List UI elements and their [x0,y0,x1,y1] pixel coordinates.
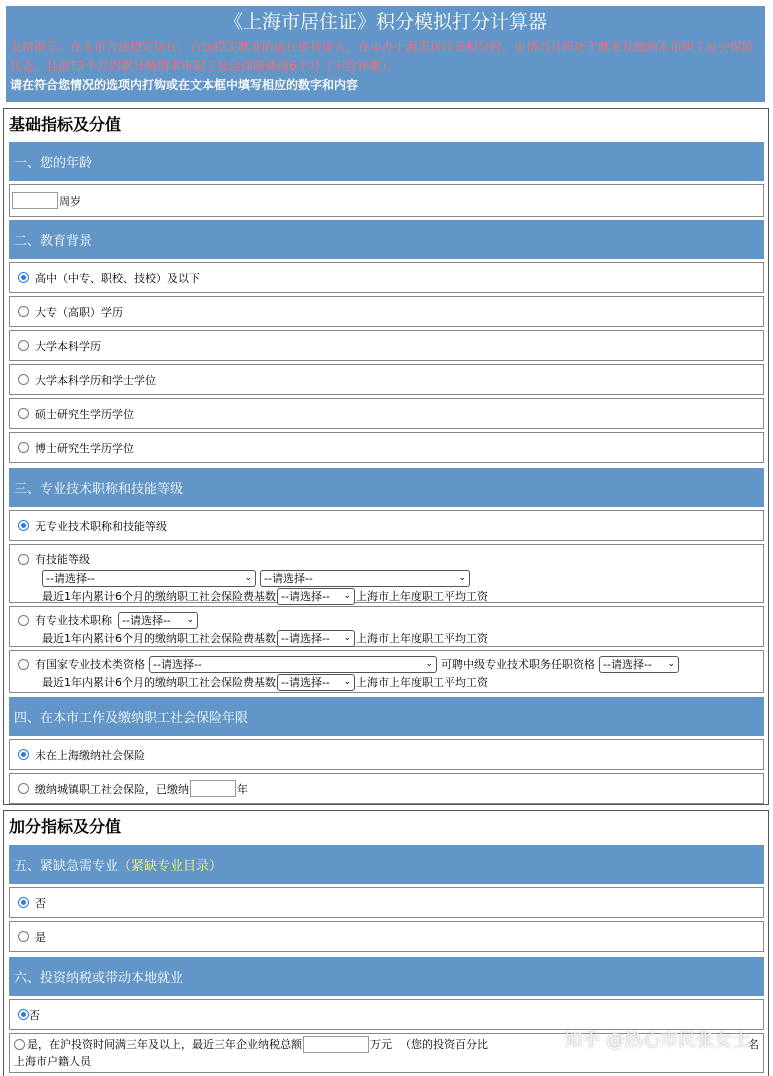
page-header [6,6,765,102]
edu-option-6[interactable] [9,432,764,463]
radio-icon[interactable] [18,897,29,908]
age-input[interactable] [12,192,58,209]
radio-icon[interactable] [18,408,29,419]
chevron-down-icon: ⌄ [343,633,351,643]
option-pro-title[interactable] [9,606,764,647]
chevron-down-icon: ⌄ [425,659,433,669]
tax-total-input[interactable] [303,1036,369,1053]
radio-icon[interactable] [18,306,29,317]
social-years-input[interactable] [190,780,236,797]
option-label: 缴纳城镇职工社会保险，已缴纳 [35,782,189,796]
radio-icon[interactable] [18,749,29,760]
chevron-down-icon: ⌄ [343,591,351,601]
edu-option-label: 高中（中专、职校、技校）及以下 [35,271,200,285]
radio-icon[interactable] [18,520,29,531]
option-label: 无专业技术职称和技能等级 [35,519,167,533]
avg-wage-label: 上海市上年度职工平均工资 [356,590,488,603]
invest-tail-label: 名 [748,1038,759,1051]
edu-option-label: 博士研究生学历学位 [35,441,134,455]
edu-option-2[interactable] [9,296,764,327]
edu-option-5[interactable] [9,398,764,429]
scarce-list-link[interactable]: （紧缺专业目录） [118,859,223,874]
skill-select-2[interactable]: --请选择-- ⌄ [260,570,470,587]
radio-icon[interactable] [18,931,29,942]
edu-option-3[interactable] [9,330,764,361]
basic-indicators-title: 基础指标及分值 [9,115,122,134]
option-label: 未在上海缴纳社会保险 [35,748,145,762]
option-label: 有国家专业技术类资格 [35,658,145,671]
avg-wage-label: 上海市上年度职工平均工资 [356,676,488,689]
chevron-down-icon: ⌄ [244,573,252,583]
can-hire-select[interactable]: --请选择-- ⌄ [599,656,679,673]
option-skill-level[interactable] [9,544,764,603]
invest-line2-label: 上海市户籍人员 [14,1055,91,1068]
radio-icon[interactable] [18,272,29,283]
edu-option-4[interactable] [9,364,764,395]
edu-option-1[interactable] [9,262,764,293]
option-label: 否 [35,896,46,910]
instruction-text: 请在符合您情况的选项内打钩或在文本框中填写相应的数字和内容 [10,78,359,92]
year-unit: 年 [237,782,248,796]
age-row [9,184,764,217]
option-label: 有技能等级 [35,553,90,566]
section-social-security: 四、在本市工作及缴纳职工社会保险年限 [9,697,764,736]
unit-label: 万元 [370,1038,392,1051]
section-scarce-major [9,845,764,884]
page-title: 《上海市居住证》积分模拟打分计算器 [223,11,547,33]
invest-percent-label: （您的投资百分比 [400,1038,488,1051]
chevron-down-icon: ⌄ [458,573,466,583]
ss-base-label: 最近1年内累计6个月的缴纳职工社会保险费基数 [42,676,276,689]
scarce-heading: 五、紧缺急需专业 [14,859,119,874]
bonus-indicators-title: 加分指标及分值 [9,817,122,836]
skill-select-1[interactable]: --请选择-- ⌄ [42,570,256,587]
option-label: 有专业技术职称 [35,614,112,627]
chevron-down-icon: ⌄ [186,615,194,625]
ss-base-label: 最近1年内累计6个月的缴纳职工社会保险费基数 [42,590,276,603]
chevron-down-icon: ⌄ [667,659,675,669]
option-national-qual[interactable] [9,650,764,693]
national-qual-select[interactable]: --请选择-- ⌄ [149,656,437,673]
radio-icon[interactable] [18,554,29,565]
option-social-paid[interactable] [9,773,764,804]
pro-title-select[interactable]: --请选择-- ⌄ [118,612,198,629]
section-education: 二、教育背景 [9,220,764,259]
notice-text: 友情提示：在本市合法稳定居住、合法稳定就业的居住证持证人，在申办上海市居住证积分时，申请当月应处于就业及缴纳本市职工社会保险状态，且前12个月内累计缴纳本市职工社会保险费满6个月（不含补缴）。 [10,40,755,73]
edu-option-label: 大学本科学历 [35,339,101,353]
skill-ss-select[interactable]: --请选择-- ⌄ [277,588,355,605]
bonus-indicators-panel [3,810,769,1076]
can-hire-label: 可聘中级专业技术职务任职资格 [441,658,595,671]
chevron-down-icon: ⌄ [343,677,351,687]
radio-icon[interactable] [18,1009,29,1020]
section-age: 一、您的年龄 [9,142,764,181]
option-no-title[interactable] [9,510,764,541]
option-label: 是 [35,930,46,944]
pro-ss-select[interactable]: --请选择-- ⌄ [277,630,355,647]
basic-indicators-panel [3,108,769,805]
edu-option-label: 硕士研究生学历学位 [35,407,134,421]
radio-icon[interactable] [18,442,29,453]
scarce-yes[interactable] [9,921,764,952]
section-title-skill: 三、专业技术职称和技能等级 [9,468,764,507]
radio-icon[interactable] [18,783,29,794]
option-no-social[interactable] [9,739,764,770]
section-investment: 六、投资纳税或带动本地就业 [9,957,764,996]
radio-icon[interactable] [18,615,29,626]
ss-base-label: 最近1年内累计6个月的缴纳职工社会保险费基数 [42,632,276,645]
radio-icon[interactable] [18,659,29,670]
invest-yes-label: 是，在沪投资时间满三年及以上，最近三年企业纳税总额 [27,1038,302,1051]
radio-icon[interactable] [18,374,29,385]
watermark-text: 知乎 @热心市民张女士 [564,1030,750,1051]
national-ss-select[interactable]: --请选择-- ⌄ [277,674,355,691]
option-label: 否 [29,1008,40,1022]
radio-icon[interactable] [18,340,29,351]
edu-option-label: 大专（高职）学历 [35,305,123,319]
avg-wage-label: 上海市上年度职工平均工资 [356,632,488,645]
scarce-no[interactable] [9,887,764,918]
edu-option-label: 大学本科学历和学士学位 [35,373,156,387]
age-unit: 周岁 [59,194,81,208]
radio-icon[interactable] [14,1039,25,1050]
